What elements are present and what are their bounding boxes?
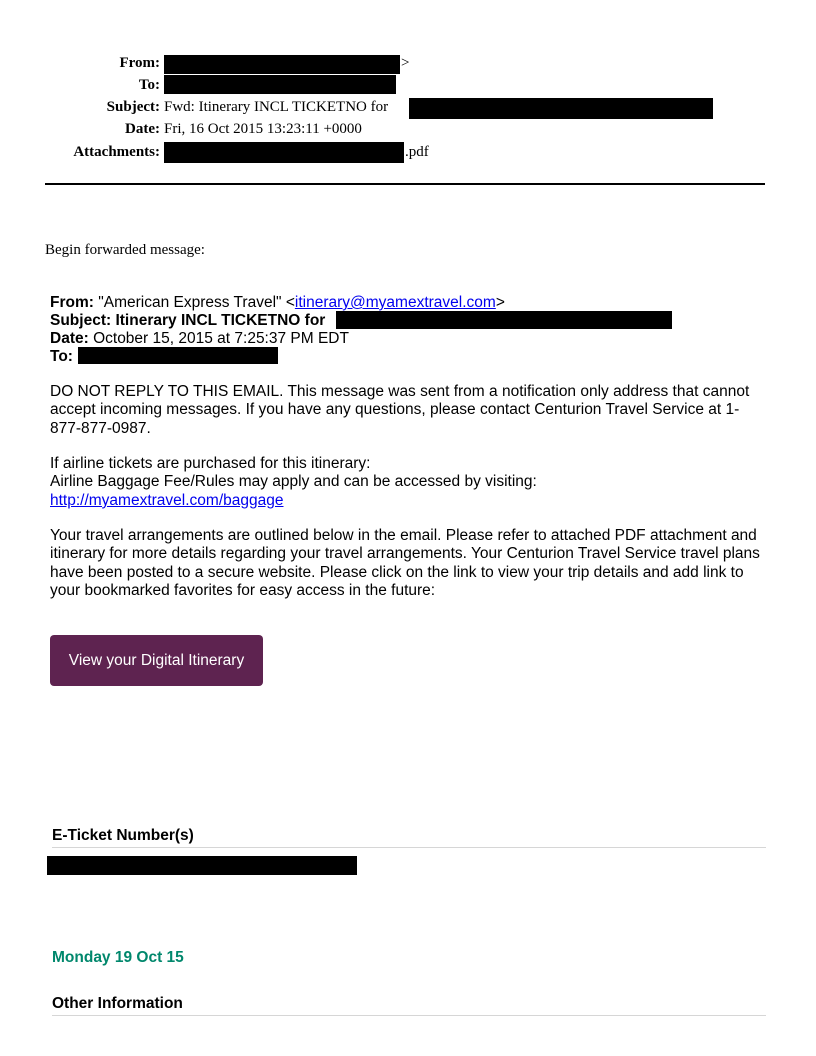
other-info-title: Other Information xyxy=(52,995,183,1012)
fwd-to-line xyxy=(50,347,73,366)
date-value: Fri, 16 Oct 2015 13:23:11 +0000 xyxy=(164,121,362,137)
from-suffix: > xyxy=(401,55,410,71)
fwd-from-close: > xyxy=(495,294,505,311)
eticket-title: E-Ticket Number(s) xyxy=(52,827,194,844)
baggage-line-1: If airline tickets are purchased for this itinerary: xyxy=(50,455,371,472)
baggage-paragraph xyxy=(50,455,770,510)
other-info-divider xyxy=(52,1015,766,1016)
date-heading: Monday 19 Oct 15 xyxy=(52,949,184,966)
baggage-link[interactable]: http://myamextravel.com/baggage xyxy=(50,491,284,509)
fwd-from-email-link[interactable]: itinerary@myamextravel.com xyxy=(294,294,496,311)
header-divider xyxy=(45,183,765,185)
subject-redaction xyxy=(409,98,713,119)
fwd-date-value: October 15, 2015 at 7:25:37 PM EDT xyxy=(93,330,349,347)
fwd-subject-redaction xyxy=(336,311,672,329)
forward-intro: Begin forwarded message: xyxy=(45,242,205,258)
fwd-to-redaction xyxy=(78,347,278,364)
fwd-from-label: From: xyxy=(50,294,94,311)
to-label: To: xyxy=(138,77,160,93)
to-redaction xyxy=(164,75,396,94)
fwd-from-name: "American Express Travel" < xyxy=(98,294,295,311)
attachments-label: Attachments: xyxy=(73,144,160,160)
fwd-from-line xyxy=(50,293,505,312)
fwd-date-label: Date: xyxy=(50,330,89,347)
fwd-subject-label: Subject: xyxy=(50,312,112,329)
date-label: Date: xyxy=(125,121,160,137)
fwd-date-line xyxy=(50,329,349,348)
fwd-to-label: To: xyxy=(50,348,73,365)
eticket-divider xyxy=(52,847,766,848)
attachments-suffix: .pdf xyxy=(405,144,429,160)
attachments-redaction xyxy=(164,142,404,163)
eticket-redaction xyxy=(47,856,357,875)
baggage-line-2: Airline Baggage Fee/Rules may apply and can be accessed by visiting: xyxy=(50,473,537,491)
fwd-subject-value: Itinerary INCL TICKETNO for xyxy=(115,312,326,329)
view-itinerary-button[interactable]: View your Digital Itinerary xyxy=(50,635,263,686)
subject-value: Fwd: Itinerary INCL TICKETNO for xyxy=(164,99,389,115)
subject-label: Subject: xyxy=(106,99,160,115)
from-redaction xyxy=(164,55,400,74)
fwd-subject-line xyxy=(50,311,325,330)
arrangements-paragraph: Your travel arrangements are outlined below in the email. Please refer to attached PDF attachment and itinerary for more details regarding your travel arrangements. Your Centurion Travel Service travel plans have been posted to a secure website. Please click on the link to view your trip details and add link to your bookmarked favorites for easy access in the future: xyxy=(50,527,760,600)
notice-paragraph: DO NOT REPLY TO THIS EMAIL. This message was sent from a notification only address that cannot accept incoming messages. If you have any questions, please contact Centurion Travel Service at 1-877-877-0987. xyxy=(50,383,750,437)
from-label: From: xyxy=(119,55,160,71)
